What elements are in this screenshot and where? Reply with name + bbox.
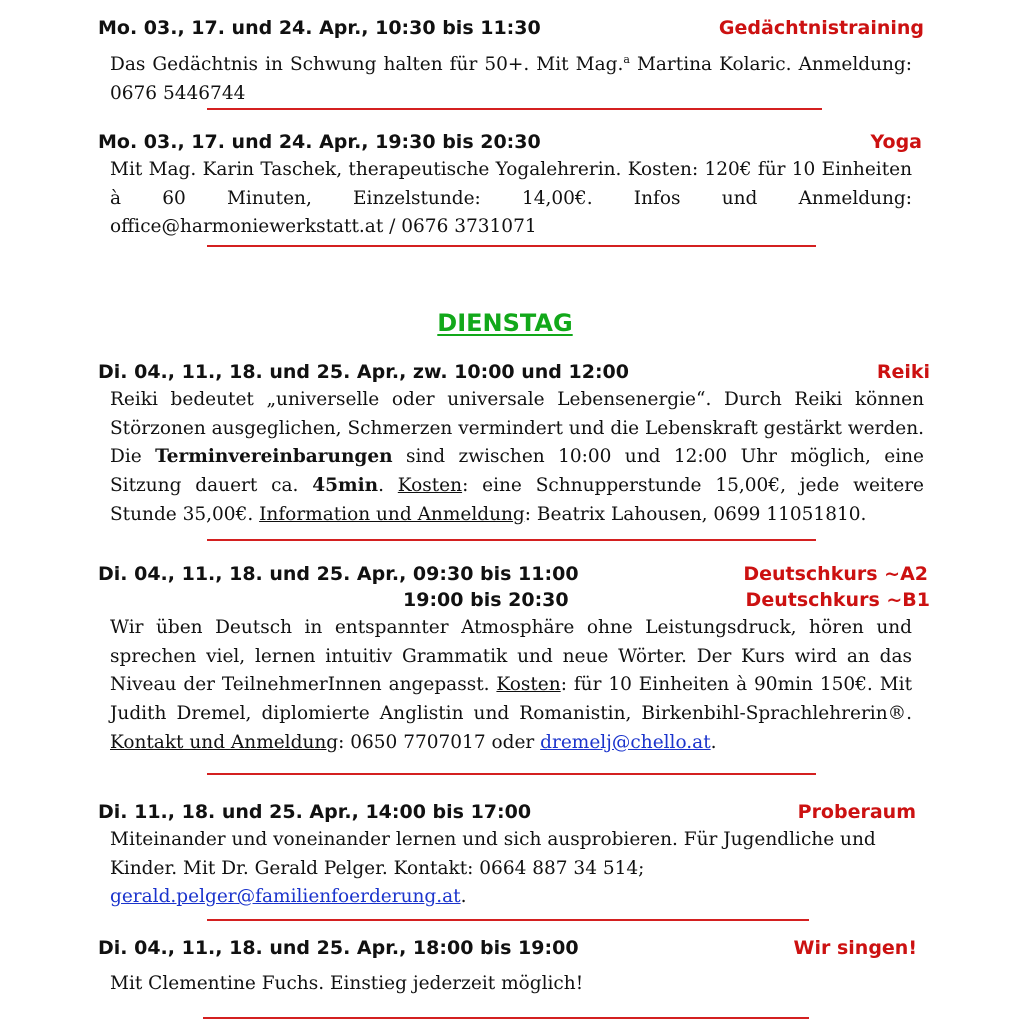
- event-heading: Mo. 03., 17. und 24. Apr., 19:30 bis 20:30: [98, 131, 541, 153]
- divider: [207, 539, 816, 541]
- event-heading: Di. 04., 11., 18. und 25. Apr., 09:30 bis 11:00: [98, 563, 579, 585]
- event-description: Mit Clementine Fuchs. Einstieg jederzeit möglich!: [110, 973, 584, 994]
- event-category: Wir singen!: [793, 937, 917, 959]
- email-link[interactable]: dremelj@chello.at: [540, 731, 711, 753]
- divider: [207, 919, 809, 921]
- event-category: Gedächtnistraining: [718, 17, 924, 39]
- divider: [207, 108, 822, 110]
- event-category-second: Deutschkurs ~B1: [745, 589, 930, 611]
- event-heading: Mo. 03., 17. und 24. Apr., 10:30 bis 11:30: [98, 17, 541, 39]
- event-heading-second-time: 19:00 bis 20:30: [403, 589, 569, 611]
- event-category: Proberaum: [797, 801, 916, 823]
- divider: [203, 1017, 809, 1019]
- event-heading: Di. 04., 11., 18. und 25. Apr., zw. 10:00 und 12:00: [98, 361, 629, 383]
- divider: [207, 245, 816, 247]
- event-category: Deutschkurs ~A2: [743, 563, 928, 585]
- day-heading: DIENSTAG: [437, 309, 573, 337]
- event-heading: Di. 11., 18. und 25. Apr., 14:00 bis 17:00: [98, 801, 532, 823]
- email-link[interactable]: gerald.pelger@familienfoerderung.at: [110, 886, 461, 908]
- event-category: Reiki: [876, 361, 930, 383]
- event-description: Das Gedächtnis in Schwung halten für 50+. Mit Mag.$^a$ Martina Kolaric. Anmeldung: 0676 5446744: [110, 53, 913, 104]
- event-description: Miteinander und voneinander lernen und sich ausprobieren. Für Jugendliche und Kinder. Mit Dr. Gerald Pelger. Kontakt: 0664 887 34 514; gerald.pelger@familienfoerderung.at.: [110, 829, 876, 908]
- event-heading: Di. 04., 11., 18. und 25. Apr., 18:00 bis 19:00: [98, 937, 579, 959]
- divider: [207, 773, 816, 775]
- event-category: Yoga: [870, 131, 922, 153]
- event-description: Reiki bedeutet „universelle oder universale Lebensenergie“. Durch Reiki können Störzonen ausgeglichen, Schmerzen vermindert und die Lebenskraft gestärkt werden. Die Terminvereinbarungen sind zwischen 10:00 und 12:00 Uhr möglich, eine Sitzung dauert ca. 45min. Kosten: eine Schnupperstunde 15,00€, jede weitere Stunde 35,00€. Information und Anmeldung: Beatrix Lahousen, 0699 11051810.: [110, 389, 924, 525]
- event-description: Wir üben Deutsch in entspannter Atmosphäre ohne Leistungsdruck, hören und sprechen viel, lernen intuitiv Grammatik und neue Wörter. Der Kurs wird an das Niveau der TeilnehmerInnen angepasst. Kosten: für 10 Einheiten à 90min 150€. Mit Judith Dremel, diplomierte Anglistin und Romanistin, Birkenbihl-Sprachlehrerin®. Kontakt und Anmeldung: 0650 7707017 oder dremelj@chello.at.: [110, 617, 913, 753]
- event-description: Mit Mag. Karin Taschek, therapeutische Yogalehrerin. Kosten: 120€ für 10 Einheiten à 60 Minuten, Einzelstunde: 14,00€. Infos und Anmeldung: office@harmoniewerkstatt.at / 0676 3731071: [110, 159, 912, 238]
